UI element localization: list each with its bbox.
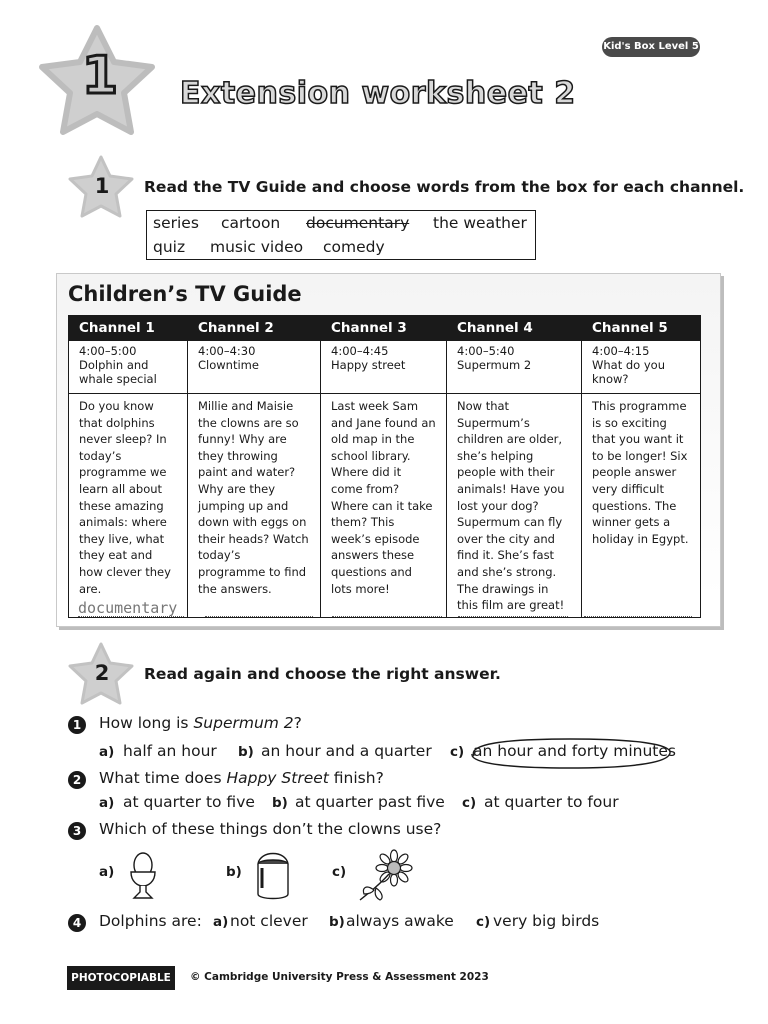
egg-in-cup-icon[interactable] [126, 850, 160, 902]
tv-guide-title: Children’s TV Guide [68, 282, 302, 306]
channel-5-slot [582, 341, 701, 394]
channel-2-description: Millie and Maisie the clowns are so funny! Why are they throwing paint and water? Why are they jumping up and down with eggs on their heads? Watch today’s programme to find the answers. [188, 394, 321, 618]
word-series: series [153, 214, 199, 232]
channel-1-slot [69, 341, 188, 394]
show-title: Supermum 2 [457, 358, 532, 372]
channel-header-row [69, 316, 701, 341]
channel-3-slot [321, 341, 447, 394]
show-time: 4:00–4:30 [198, 344, 256, 358]
exercise-2-instruction: Read again and choose the right answer. [144, 665, 501, 683]
q1-option-b[interactable]: an hour and a quarter [261, 742, 432, 760]
channel-4-header: Channel 4 [447, 316, 582, 341]
worksheet-title: Extension worksheet 2 [180, 76, 576, 111]
word-quiz: quiz [153, 238, 186, 256]
channel-1-answer-line [78, 616, 184, 617]
question-1-number: 1 [68, 716, 86, 734]
q1-option-a-letter: a) [99, 744, 115, 760]
show-title: Happy street [331, 358, 406, 372]
question-4-number: 4 [68, 914, 86, 932]
q1-option-c-letter: c) [450, 744, 465, 760]
q4-option-a-letter: a) [213, 914, 229, 930]
photocopiable-label: PHOTOCOPIABLE [67, 966, 175, 990]
paint-tin-icon[interactable] [252, 850, 294, 902]
word-comedy: comedy [323, 238, 385, 256]
q1-option-a[interactable]: half an hour [123, 742, 217, 760]
channel-2-header: Channel 2 [188, 316, 321, 341]
answer-circle-mark [464, 736, 676, 770]
q2-option-b[interactable]: at quarter past five [295, 793, 445, 811]
channel-3-answer-line[interactable] [332, 616, 442, 617]
copyright-text: © Cambridge University Press & Assessment 2023 [190, 971, 489, 983]
question-3-text: Which of these things don’t the clowns use? [99, 820, 442, 838]
word-cartoon: cartoon [221, 214, 281, 232]
q4-option-b-letter: b) [329, 914, 345, 930]
q4-option-b[interactable]: always awake [346, 912, 454, 930]
q2-option-c-letter: c) [462, 795, 477, 811]
schedule-row [69, 341, 701, 394]
channel-4-slot [447, 341, 582, 394]
flower-icon[interactable] [356, 848, 414, 904]
q2-option-a[interactable]: at quarter to five [123, 793, 255, 811]
exercise-1-instruction: Read the TV Guide and choose words from the box for each channel. [144, 178, 745, 196]
question-2-text: What time does Happy Street finish? [99, 769, 384, 787]
show-title: Dolphin and whale special [79, 358, 157, 386]
channel-2-answer-line[interactable] [205, 616, 313, 617]
q1-option-c[interactable]: an hour and forty minutes [473, 742, 676, 760]
word-music-video: music video [210, 238, 304, 256]
q4-option-c[interactable]: very big birds [493, 912, 600, 930]
show-time: 4:00–4:45 [331, 344, 389, 358]
show-time: 4:00–5:40 [457, 344, 515, 358]
question-4-text: Dolphins are: [99, 912, 202, 930]
q3-option-b-letter: b) [226, 864, 242, 880]
exercise-2-number: 2 [94, 661, 110, 685]
channel-3-description: Last week Sam and Jane found an old map in the school library. Where did it come from? Where can it take them? This week’s episode answers these questions and lots more! [321, 394, 447, 618]
channel-2-slot [188, 341, 321, 394]
question-2-number: 2 [68, 771, 86, 789]
q4-option-a[interactable]: not clever [230, 912, 308, 930]
channel-1-answer: documentary [78, 599, 178, 617]
channel-4-description: Now that Supermum’s children are older, she’s helping people with their animals! Have you lost your dog? Supermum can fly over the city and find it. She’s fast and she’s strong. The drawings in this film are great! [447, 394, 582, 618]
q1-option-b-letter: b) [238, 744, 254, 760]
q3-option-c-letter: c) [332, 864, 347, 880]
channel-5-answer-line[interactable] [584, 616, 692, 617]
show-time: 4:00–4:15 [592, 344, 650, 358]
word-documentary: documentary [306, 214, 410, 232]
channel-1-header: Channel 1 [69, 316, 188, 341]
unit-number: 1 [81, 46, 119, 106]
word-box [146, 210, 536, 260]
question-3-number: 3 [68, 822, 86, 840]
show-title: What do you know? [592, 358, 665, 386]
channel-5-description: This programme is so exciting that you want it to be longer! Six people answer very difficult questions. The winner gets a holiday in Egypt. [582, 394, 701, 618]
q2-option-b-letter: b) [272, 795, 288, 811]
tv-guide-table [68, 315, 701, 618]
q3-option-a-letter: a) [99, 864, 115, 880]
channel-1-description: Do you know that dolphins never sleep? In today’s programme we learn all about these amazing animals: where they live, what they eat and how clever they are. [69, 394, 188, 618]
question-1-text: How long is Supermum 2? [99, 714, 302, 732]
level-badge: Kid's Box Level 5 [602, 37, 700, 57]
channel-3-header: Channel 3 [321, 316, 447, 341]
description-row [69, 394, 701, 618]
q2-option-a-letter: a) [99, 795, 115, 811]
q2-option-c[interactable]: at quarter to four [484, 793, 619, 811]
exercise-1-number: 1 [94, 174, 110, 198]
channel-4-answer-line[interactable] [458, 616, 568, 617]
show-time: 4:00–5:00 [79, 344, 137, 358]
q4-option-c-letter: c) [476, 914, 491, 930]
word-the-weather: the weather [433, 214, 527, 232]
show-title: Clowntime [198, 358, 259, 372]
channel-5-header: Channel 5 [582, 316, 701, 341]
